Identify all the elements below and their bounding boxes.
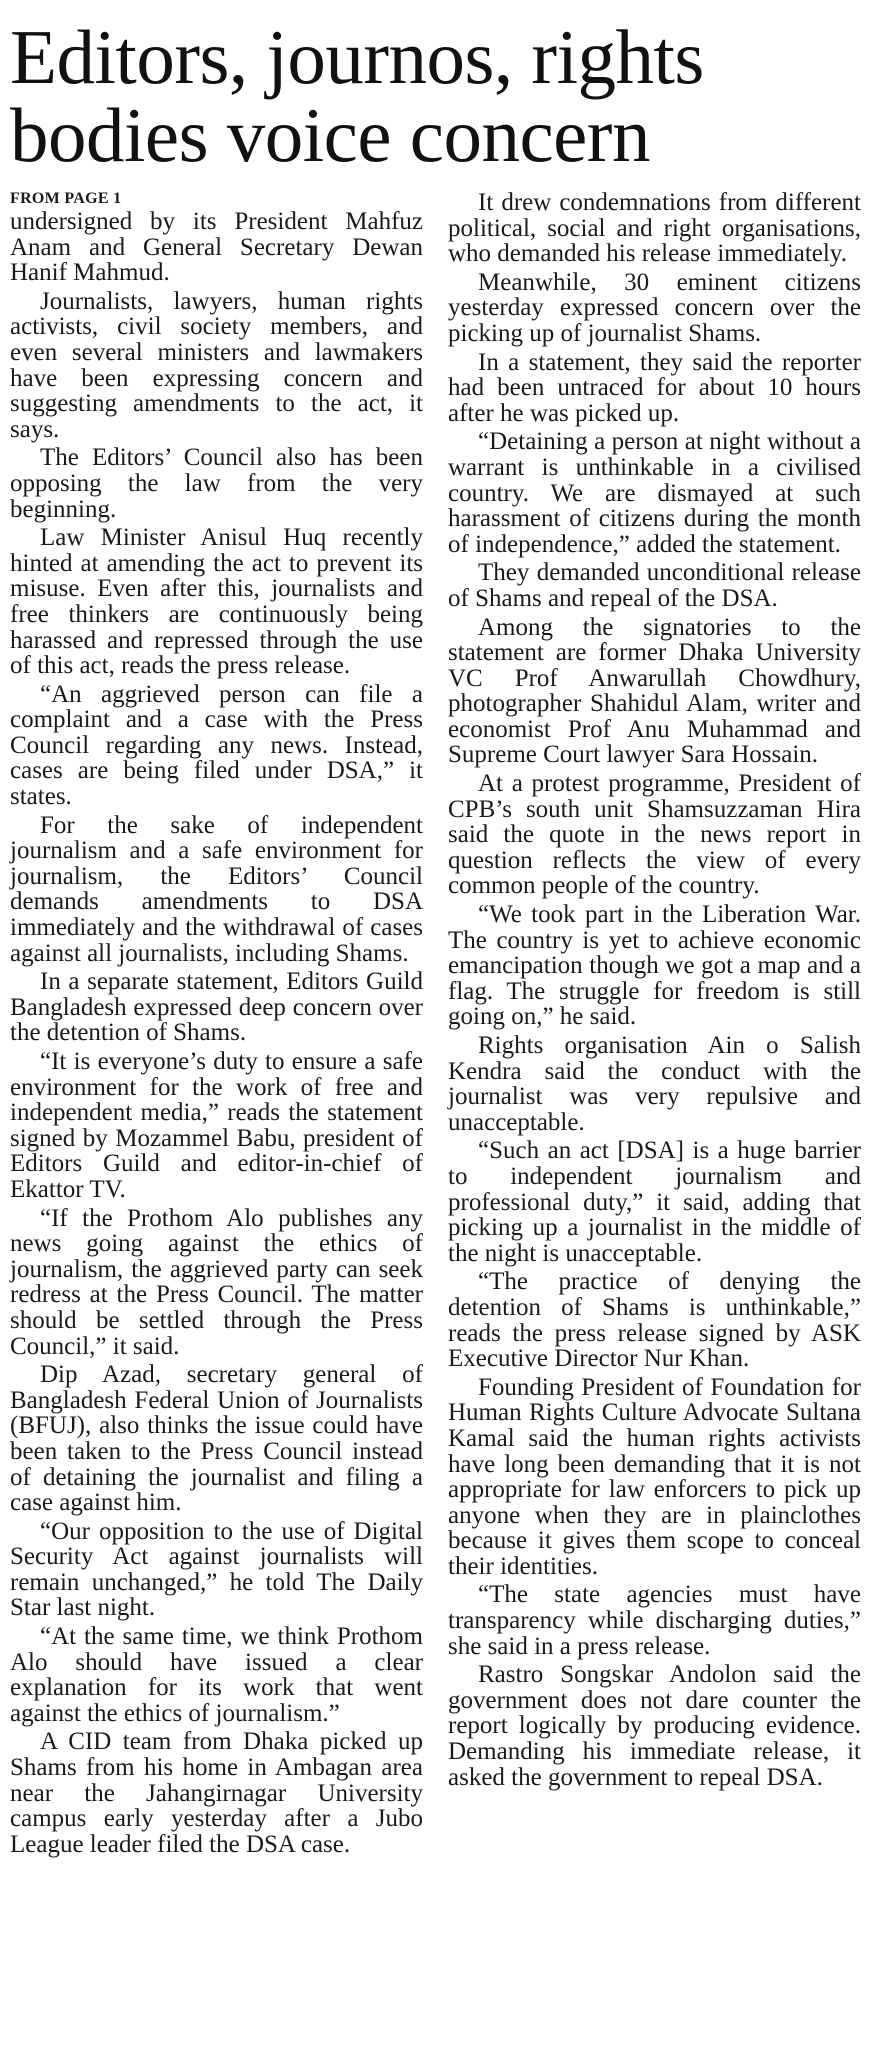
paragraph: In a statement, they said the reporter had been untraced for about 10 hours after he was picked up.	[448, 348, 861, 427]
paragraph: It drew condemnations from different political, social and right organisations, who demanded his release immediately.	[448, 189, 861, 268]
paragraph: Dip Azad, secretary general of Bangladesh Federal Union of Journalists (BFUJ), also thinks the issue could have been taken to the Press Council instead of detaining the journalist and filing a case against him.	[10, 1361, 423, 1517]
article-column-right	[448, 190, 861, 1793]
paragraph: “At the same time, we think Prothom Alo should have issued a clear explanation for its work that went against the ethics of journalism.”	[10, 1623, 423, 1727]
paragraph: They demanded unconditional release of Shams and repeal of the DSA.	[448, 559, 861, 612]
paragraph: “It is everyone’s duty to ensure a safe environment for the work of free and independent media,” reads the statement signed by Mozammel Babu, president of Editors Guild and editor-in-chief of Ekattor TV.	[10, 1048, 423, 1203]
paragraph: Law Minister Anisul Huq recently hinted at amending the act to prevent its misuse. Even after this, journalists and free thinkers are continuously being harassed and repressed through the use of this act, reads the press release.	[10, 524, 423, 680]
dateline: FROM PAGE 1	[10, 190, 122, 207]
paragraph: At a protest programme, President of CPB’s south unit Shamsuzzaman Hira said the quote in the news report in question reflects the view of every common people of the country.	[448, 770, 861, 900]
headline: Editors, journos, rights bodies voice concern	[10, 14, 704, 178]
paragraph: “Such an act [DSA] is a huge barrier to independent journalism and professional duty,” it said, adding that picking up a journalist in the middle of the night is unacceptable.	[448, 1137, 861, 1267]
paragraph: Founding President of Foundation for Human Rights Culture Advocate Sultana Kamal said the human rights activists have long been demanding that it is not appropriate for law enforcers to pick up anyone when they are in plainclothes because it gives them scope to conceal their identities.	[448, 1373, 861, 1580]
article-column-left	[10, 190, 423, 1860]
paragraph: Rastro Songskar Andolon said the government does not dare counter the report logically by producing evidence. Demanding his immediate release, it asked the government to repeal DSA.	[448, 1661, 861, 1791]
paragraph: “We took part in the Liberation War. The country is yet to achieve economic emancipation though we got a map and a flag. The struggle for freedom is still going on,” he said.	[448, 901, 861, 1031]
paragraph: The Editors’ Council also has been opposing the law from the very beginning.	[10, 444, 423, 523]
paragraph: Among the signatories to the statement are former Dhaka University VC Prof Anwarullah Chowdhury, photographer Shahidul Alam, writer and economist Prof Anu Muhammad and Supreme Court lawyer Sara Hossain.	[448, 613, 861, 769]
paragraph: “The state agencies must have transparency while discharging duties,” she said in a press release.	[448, 1581, 861, 1660]
paragraph: “An aggrieved person can file a complaint and a case with the Press Council regarding any news. Instead, cases are being filed under DSA,” it states.	[10, 680, 423, 811]
paragraph: Journalists, lawyers, human rights activists, civil society members, and even several ministers and lawmakers have been expressing concern and suggesting amendments to the act, it says.	[10, 287, 423, 443]
paragraph: Meanwhile, 30 eminent citizens yesterday expressed concern over the picking up of journalist Shams.	[448, 268, 861, 347]
paragraph: “Detaining a person at night without a warrant is unthinkable in a civilised country. We are dismayed at such harassment of citizens during the month of independence,” added the statement.	[448, 428, 861, 558]
paragraph: “Our opposition to the use of Digital Security Act against journalists will remain unchanged,” he told The Daily Star last night.	[10, 1517, 423, 1622]
paragraph: “If the Prothom Alo publishes any news going against the ethics of journalism, the aggrieved party can seek redress at the Press Council. The matter should be settled through the Press Council,” it said.	[10, 1204, 423, 1360]
paragraph: “The practice of denying the detention of Shams is unthinkable,” reads the press release signed by ASK Executive Director Nur Khan.	[448, 1268, 861, 1373]
paragraph: Rights organisation Ain o Salish Kendra said the conduct with the journalist was very repulsive and unacceptable.	[448, 1032, 861, 1136]
paragraph: In a separate statement, Editors Guild Bangladesh expressed deep concern over the detention of Shams.	[10, 968, 423, 1047]
paragraph: A CID team from Dhaka picked up Shams from his home in Ambagan area near the Jahangirnagar University campus early yesterday after a Jubo League leader filed the DSA case.	[10, 1728, 423, 1858]
paragraph: For the sake of independent journalism and a safe environment for journalism, the Editors’ Council demands amendments to DSA immediately and the withdrawal of cases against all journalists, including Shams.	[10, 811, 423, 967]
paragraph: undersigned by its President Mahfuz Anam and General Secretary Dewan Hanif Mahmud.	[10, 208, 423, 287]
